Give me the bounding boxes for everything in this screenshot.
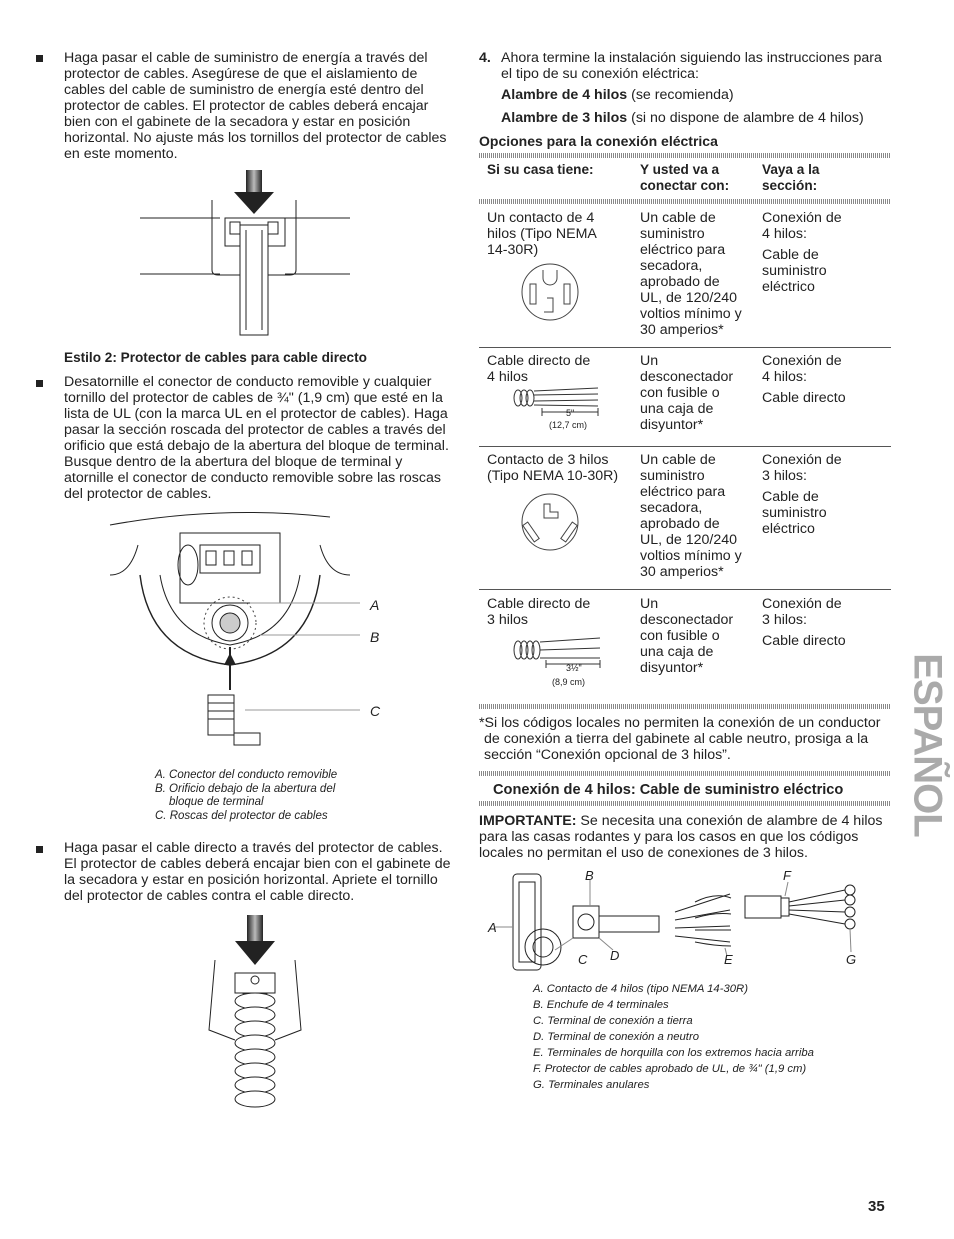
row3-col3: Conexión de 3 hilos: Cable de suministro eléctrico: [762, 452, 842, 537]
important-paragraph: IMPORTANTE: Se necesita una conexión de alambre de 4 hilos para las casas rodantes y para los casos en que los códigos locales no permitan el uso de conexiones de 3 hilos.: [479, 813, 883, 861]
fig-label-c: C: [578, 952, 588, 967]
col2-header: Y usted va a conectar con:: [640, 162, 730, 193]
four-wire-connection-figure: [495, 872, 875, 982]
row1-col3: Conexión de 4 hilos: Cable de suministro eléctrico: [762, 210, 842, 295]
row3-col2: Un cable de suministro eléctrico para secadora, aprobado de UL, de 120/240 voltios mínimo y 30 amperios*: [640, 452, 742, 580]
fig2-label-c: C: [370, 703, 381, 719]
cable-3-wire-icon: [508, 638, 608, 668]
outlet-4-wire-icon: [510, 262, 590, 322]
row-divider: [479, 589, 891, 590]
option-4-wire: Alambre de 4 hilos (se recomienda): [501, 87, 734, 103]
fig2-label-a: A: [370, 597, 380, 613]
row4-dim-cm: (8,9 cm): [552, 677, 586, 687]
bullet-marker: [36, 55, 43, 62]
row2-col2: Un desconectador con fusible o una caja de disyuntor*: [640, 353, 734, 433]
bullet-marker: [36, 380, 43, 387]
row1-col1: Un contacto de 4 hilos (Tipo NEMA 14-30R): [487, 210, 597, 258]
direct-cable-figure: [205, 915, 305, 1125]
paragraph-bullet-3: Haga pasar el cable directo a través del protector de cables. El protector de cables deberá encajar bien con el gabinete de la secadora y estar en posición horizontal. Apriete el tornillo del protector de cables contra el cable directo.: [64, 840, 451, 904]
cable-4-wire-icon: [508, 388, 608, 418]
step-number: 4.: [479, 50, 491, 66]
table-bottom-rule: [479, 704, 891, 709]
fig-label-g: G: [846, 952, 857, 967]
row-divider: [479, 446, 891, 447]
paragraph-bullet-2: Desatornille el conector de conducto removible y cualquier tornillo del protector de cables de ¾" (1,9 cm) que esté en la lista de UL (con la marca UL en el protector de cables). Haga pasar la sección roscada del protector de cables a través del orificio que está debajo de la abertura del bloque de terminal. Busque dentro de la abertura del bloque de terminal y atornille el conector de conducto removible sobre las roscas del protector de cables.: [64, 374, 449, 502]
four-wire-captions: A. Contacto de 4 hilos (tipo NEMA 14-30R) B. Enchufe de 4 terminales C. Terminal de conexión a tierra D. Terminal de conexión a neutro E. Terminales de horquilla con los extremos hacia arriba F. Protector de cables aprobado de UL, de ¾" (1,9 cm) G. Terminales anulares: [533, 983, 814, 1091]
col1-header: Si su casa tiene:: [487, 162, 594, 177]
row4-col2: Un desconectador con fusible o una caja de disyuntor*: [640, 596, 734, 676]
fig-label-e: E: [724, 952, 733, 967]
row2-dim: 5": [566, 408, 575, 418]
page-number: 35: [868, 1198, 885, 1215]
bullet-marker: [36, 846, 43, 853]
footnote: *Si los códigos locales no permiten la conexión de un conductor de conexión a tierra del gabinete al cable neutro, prosiga a la sección “Conexión opcional de 3 hilos”.: [479, 715, 881, 763]
row1-col2: Un cable de suministro eléctrico para secadora, aprobado de UL, de 120/240 voltios mínimo y 30 amperios*: [640, 210, 742, 338]
row2-col3: Conexión de 4 hilos: Cable directo: [762, 353, 846, 406]
option-3-wire: Alambre de 3 hilos (si no dispone de alambre de 4 hilos): [501, 110, 864, 126]
outlet-3-wire-icon: [510, 492, 590, 552]
fig-label-a: A: [488, 920, 497, 935]
table-header-rule: [479, 199, 891, 204]
terminal-block-figure: [110, 505, 390, 760]
fig2-captions: A. Conector del conducto removible B. Orificio debajo de la abertura del bloque de terminal C. Roscas del protector de cables: [155, 769, 338, 822]
row4-col1: Cable directo de 3 hilos: [487, 596, 591, 628]
table-top-rule: [479, 153, 891, 158]
row-divider: [479, 347, 891, 348]
section-rule-top: [479, 771, 891, 776]
strain-relief-figure: [140, 170, 355, 335]
table-title: Opciones para la conexión eléctrica: [479, 133, 718, 149]
style2-heading: Estilo 2: Protector de cables para cable directo: [64, 350, 367, 365]
fig2-label-b: B: [370, 629, 380, 645]
fig-label-b: B: [585, 868, 594, 883]
row2-col1: Cable directo de 4 hilos: [487, 353, 591, 385]
language-side-tab: ESPAÑOL: [905, 653, 950, 837]
fig-label-f: F: [783, 868, 791, 883]
row2-dim-cm: (12,7 cm): [549, 420, 588, 430]
section-heading: Conexión de 4 hilos: Cable de suministro eléctrico: [493, 782, 844, 798]
row3-col1: Contacto de 3 hilos (Tipo NEMA 10-30R): [487, 452, 619, 484]
section-rule-bottom: [479, 801, 891, 806]
row4-col3: Conexión de 3 hilos: Cable directo: [762, 596, 846, 649]
step-text: Ahora termine la instalación siguiendo las instrucciones para el tipo de su conexión eléctrica:: [501, 50, 882, 82]
row4-dim: 3½": [566, 663, 582, 673]
fig-label-d: D: [610, 948, 620, 963]
col3-header: Vaya a la sección:: [762, 162, 820, 193]
paragraph-bullet-1: Haga pasar el cable de suministro de energía a través del protector de cables. Asegúrese de que el aislamiento de cables del cable de suministro de energía esté dentro del protector de cables. El protector de cables deberá encajar bien con el gabinete de la secadora y estar en posición horizontal. No ajuste más los tornillos del protector de cables en este momento.: [64, 50, 447, 162]
